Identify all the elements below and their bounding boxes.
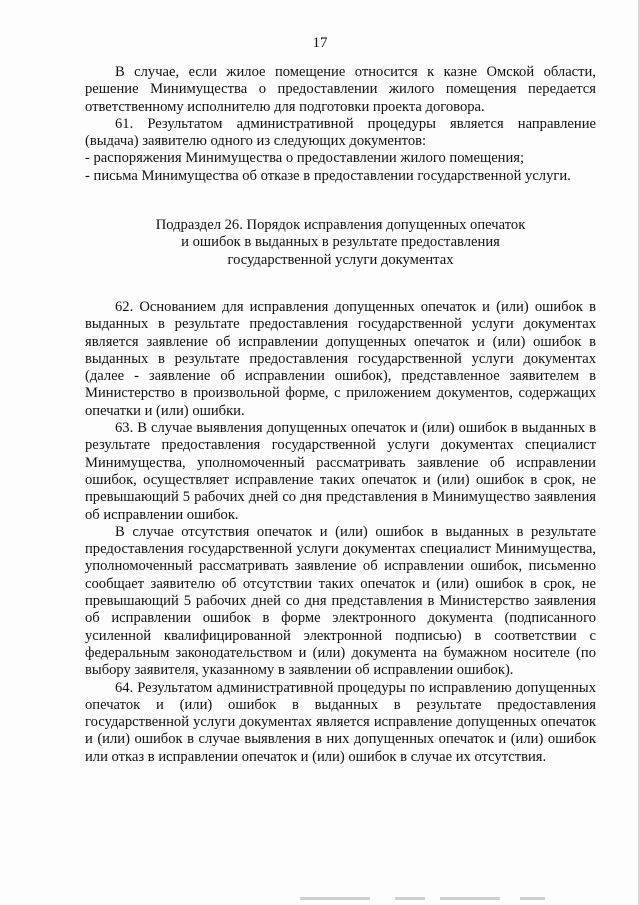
paragraph-63-absence: В случае отсутствия опечаток и (или) ошибок в выданных в результате предоставления государственной услуги документах специалист Минимущества, уполномоченный рассматривать заявление об исправлении ошибок, письменно сообщает заявителю об отсутствии таких опечаток и (или) ошибок в срок, не превышающий 5 рабочих дней со дня представления в Министерство заявления об исправлении ошибок в форме электронного документа (подписанного усиленной квалифицированной электронной подписью) в соответствии с федеральным законодательством и (или) документа на бумажном носителе (по выбору заявителя, указанному в заявлении об исправлении ошибок). xyxy=(85,523,596,679)
heading-line-3: государственной услуги документах xyxy=(227,251,454,268)
document-body xyxy=(85,64,596,766)
list-item-rasporyazhenie: - распоряжения Минимущества о предоставлении жилого помещения; xyxy=(85,150,525,167)
section-heading xyxy=(85,217,596,269)
scan-artifact xyxy=(0,897,640,901)
paragraph-63: 63. В случае выявления допущенных опечаток и (или) ошибок в выданных в результате предоставления государственной услуги документах специалист Минимущества, уполномоченный рассматривать заявление об исправлении ошибок, осуществляет исправление таких опечаток и (или) ошибок в срок, не превышающий 5 рабочих дней со дня представления в Минимущество заявления об исправлении ошибок. xyxy=(85,420,596,523)
paragraph-61: 61. Результатом административной процедуры является направление (выдача) заявителю одного из следующих документов: xyxy=(85,115,596,150)
list-item-pismo: - письма Минимущества об отказе в предоставлении государственной услуги. xyxy=(85,167,571,184)
paragraph-64: 64. Результатом административной процедуры по исправлению допущенных опечаток и (или) ошибок в выданных в результате предоставления государственной услуги документах является исправление допущенных опечаток и (или) ошибок в случае выявления в них допущенных опечаток и (или) ошибок или отказ в исправлении опечаток и (или) ошибок в случае их отсутствия. xyxy=(85,679,596,765)
paragraph-kazna: В случае, если жилое помещение относится к казне Омской области, решение Минимущества о предоставлении жилого помещения передается ответственному исполнителю для подготовки проекта договора. xyxy=(85,64,596,115)
heading-line-2: и ошибок в выданных в результате предоставления xyxy=(181,234,500,251)
page-number: 17 xyxy=(312,35,328,51)
paragraph-62: 62. Основанием для исправления допущенных опечаток и (или) ошибок в выданных в результате предоставления государственной услуги документах является заявление об исправлении допущенных опечаток и (или) ошибок в выданных в результате предоставления государственной услуги документах (далее - заявление об исправлении ошибок), представленное заявителем в Министерство в произвольной форме, с приложением документов, содержащих опечатки и (или) ошибки. xyxy=(85,298,596,419)
heading-line-1: Подраздел 26. Порядок исправления допущенных опечаток xyxy=(155,217,526,234)
